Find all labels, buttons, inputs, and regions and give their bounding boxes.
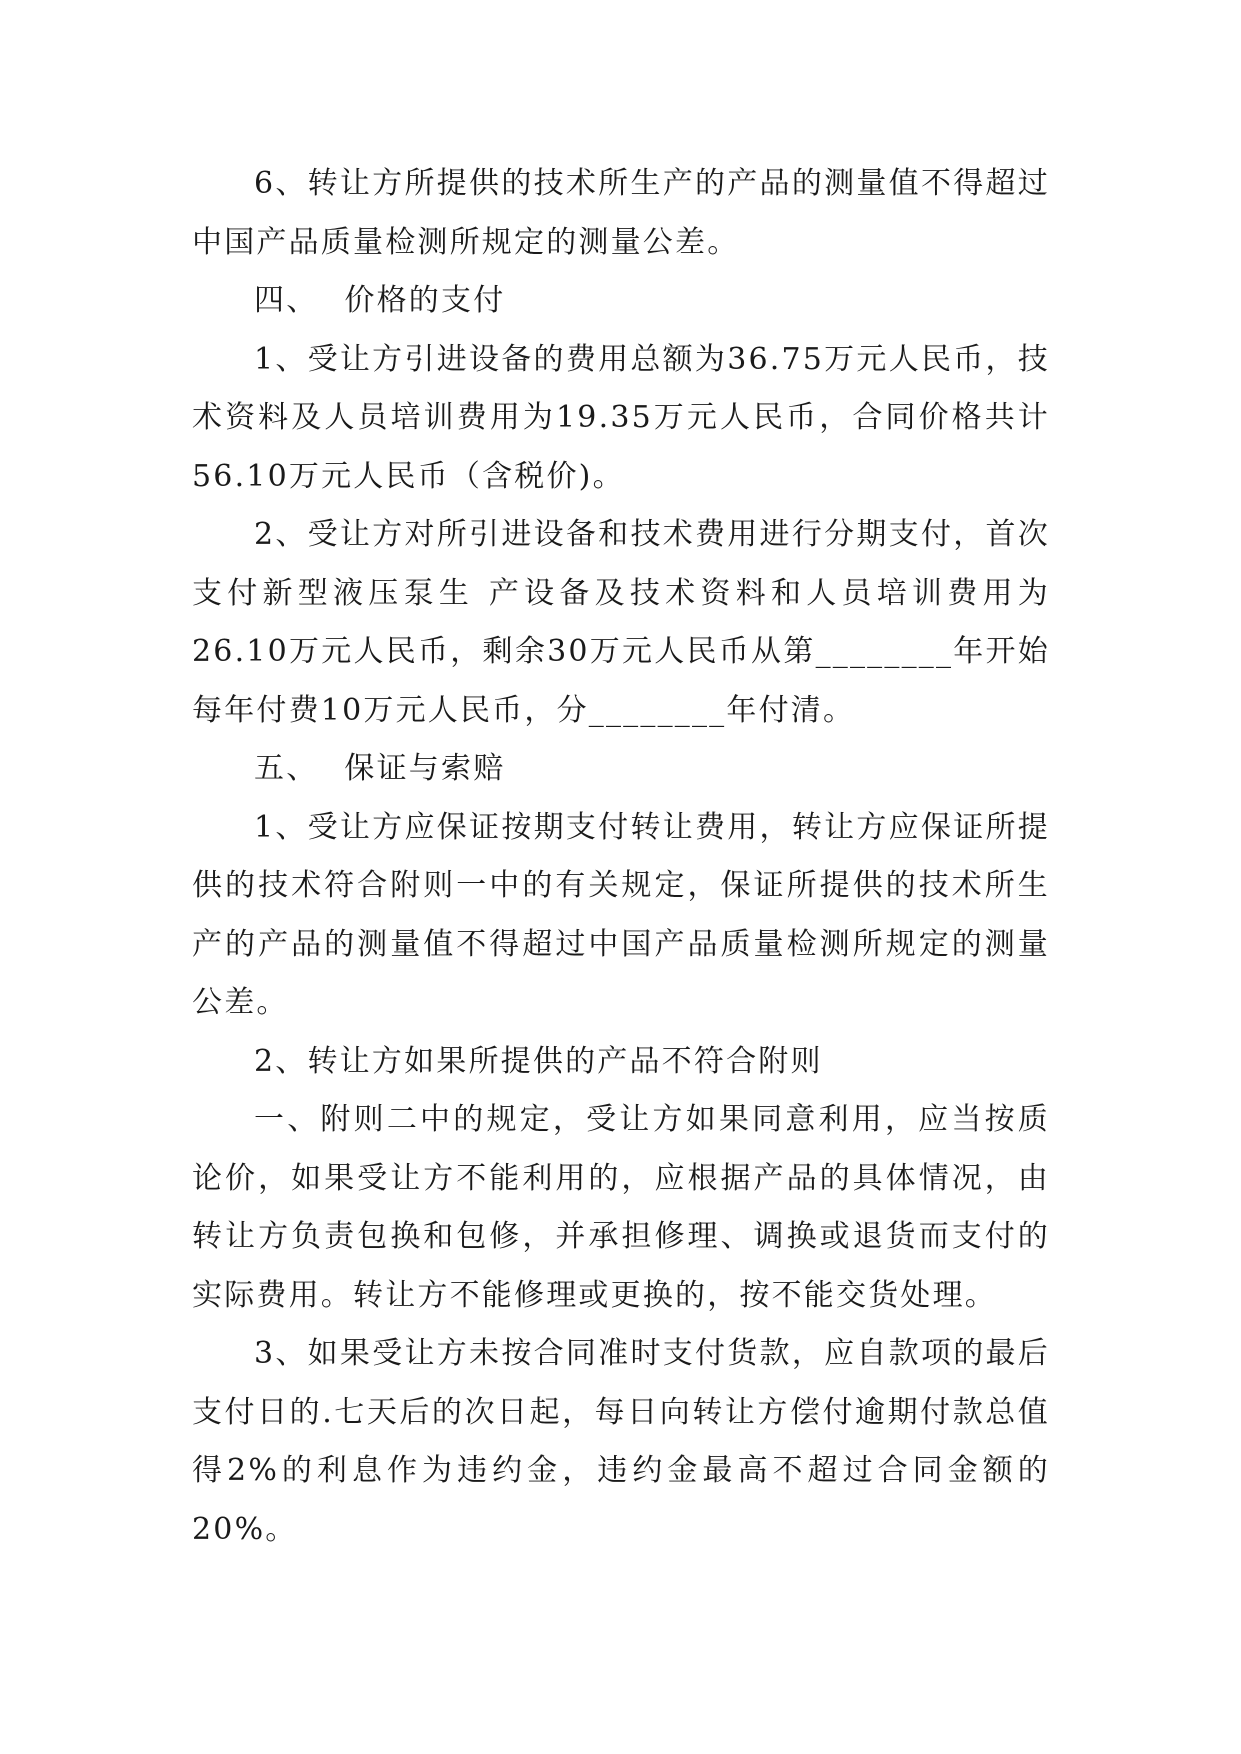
clause-5-1: 1、受让方应保证按期支付转让费用，转让方应保证所提供的技术符合附则一中的有关规定，保证所提供的技术所生产的产品的测量值不得超过中国产品质量检测所规定的测量公差。 (192, 809, 1050, 1020)
section-title: 价格的支付 (344, 283, 506, 318)
document-page (192, 155, 1050, 1559)
clause-5-3: 3、如果受让方未按合同准时支付货款，应自款项的最后支付日的.七天后的次日起，每日向转让方偿付逾期付款总值得2%的利息作为违约金，违约金最高不超过合同金额的20%。 (192, 1336, 1050, 1547)
section-heading-4 (192, 272, 1050, 331)
clause-5-2: 2、转让方如果所提供的产品不符合附则 (254, 1043, 823, 1079)
clause-4-2: 2、受让方对所引进设备和技术费用进行分期支付，首次支付新型液压泵生 产设备及技术资料和人员培训费用为26.10万元人民币，剩余30万元人民币从第________年开始每年付费10万元人民币，分________年付清。 (192, 517, 1050, 728)
clause-5-2-continued: 一、附则二中的规定，受让方如果同意利用，应当按质论价，如果受让方不能利用的，应根据产品的具体情况，由转让方负责包换和包修，并承担修理、调换或退货而支付的实际费用。转让方不能修理或更换的，按不能交货处理。 (192, 1102, 1050, 1313)
clause-4-1: 1、受让方引进设备的费用总额为36.75万元人民币，技术资料及人员培训费用为19.35万元人民币，合同价格共计56.10万元人民币（含税价)。 (192, 341, 1050, 494)
section-number: 四、 (254, 283, 319, 318)
section-heading-5 (192, 740, 1050, 799)
section-number: 五、 (254, 751, 319, 786)
section-title: 保证与索赔 (344, 751, 506, 786)
clause-3-6: 6、转让方所提供的技术所生产的产品的测量值不得超过中国产品质量检测所规定的测量公差。 (192, 166, 1050, 260)
